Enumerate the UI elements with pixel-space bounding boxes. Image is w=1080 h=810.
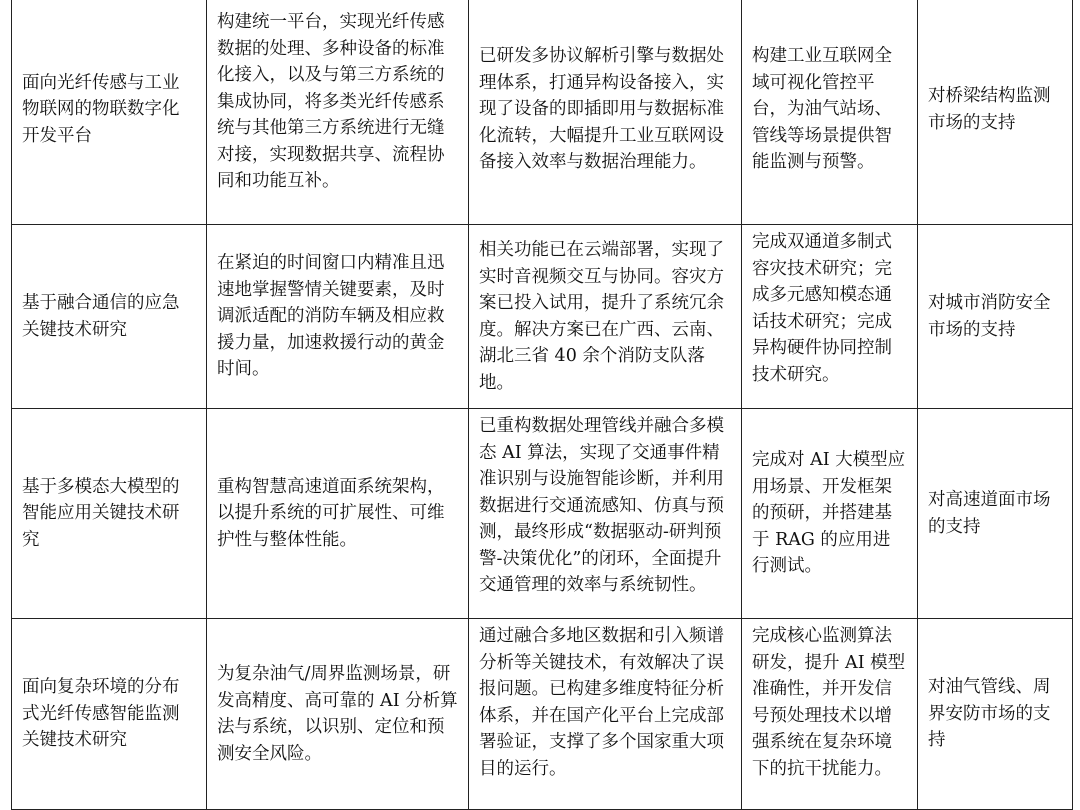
project-goal-cell: 构建工业互联网全域可视化管控平台，为油气站场、管线等场景提供智能监测与预警。 <box>742 0 918 225</box>
table-row <box>12 409 1073 619</box>
project-support-cell: 对油气管线、周界安防市场的支持 <box>918 619 1073 810</box>
project-name-cell: 基于融合通信的应急关键技术研究 <box>12 225 207 409</box>
table-row <box>12 0 1073 225</box>
project-support-cell: 对城市消防安全市场的支持 <box>918 225 1073 409</box>
project-progress-cell: 已重构数据处理管线并融合多模态 AI 算法，实现了交通事件精准识别与设施智能诊断，并利用数据进行交通流感知、仿真与预测，最终形成“数据驱动-研判预警-决策优化”的闭环，全面提升交通管理的效率与系统韧性。 <box>469 409 742 619</box>
project-goal-cell: 完成双通道多制式容灾技术研究；完成多元感知模态通话技术研究；完成异构硬件协同控制技术研究。 <box>742 225 918 409</box>
project-name-cell: 基于多模态大模型的智能应用关键技术研究 <box>12 409 207 619</box>
project-content-cell: 构建统一平台，实现光纤传感数据的处理、多种设备的标准化接入，以及与第三方系统的集成协同，将多类光纤传感系统与其他第三方系统进行无缝对接，实现数据共享、流程协同和功能互补。 <box>207 0 469 225</box>
table-row <box>12 619 1073 810</box>
project-content-cell: 在紧迫的时间窗口内精准且迅速地掌握警情关键要素，及时调派适配的消防车辆及相应救援力量，加速救援行动的黄金时间。 <box>207 225 469 409</box>
project-content-cell: 为复杂油气/周界监测场景，研发高精度、高可靠的 AI 分析算法与系统，以识别、定位和预测安全风险。 <box>207 619 469 810</box>
project-goal-cell: 完成对 AI 大模型应用场景、开发框架的预研，并搭建基于 RAG 的应用进行测试。 <box>742 409 918 619</box>
project-content-cell: 重构智慧高速道面系统架构，以提升系统的可扩展性、可维护性与整体性能。 <box>207 409 469 619</box>
rd-projects-table <box>11 0 1073 810</box>
project-support-cell: 对桥梁结构监测市场的支持 <box>918 0 1073 225</box>
table-row <box>12 225 1073 409</box>
project-progress-cell: 相关功能已在云端部署，实现了实时音视频交互与协同。容灾方案已投入试用，提升了系统冗余度。解决方案已在广西、云南、湖北三省 40 余个消防支队落地。 <box>469 225 742 409</box>
project-progress-cell: 通过融合多地区数据和引入频谱分析等关键技术，有效解决了误报问题。已构建多维度特征分析体系，并在国产化平台上完成部署验证，支撑了多个国家重大项目的运行。 <box>469 619 742 810</box>
project-progress-cell: 已研发多协议解析引擎与数据处理体系，打通异构设备接入，实现了设备的即插即用与数据标准化流转，大幅提升工业互联网设备接入效率与数据治理能力。 <box>469 0 742 225</box>
project-support-cell: 对高速道面市场的支持 <box>918 409 1073 619</box>
project-name-cell: 面向光纤传感与工业物联网的物联数字化开发平台 <box>12 0 207 225</box>
project-name-cell: 面向复杂环境的分布式光纤传感智能监测关键技术研究 <box>12 619 207 810</box>
project-goal-cell: 完成核心监测算法研发，提升 AI 模型准确性，并开发信号预处理技术以增强系统在复杂环境下的抗干扰能力。 <box>742 619 918 810</box>
